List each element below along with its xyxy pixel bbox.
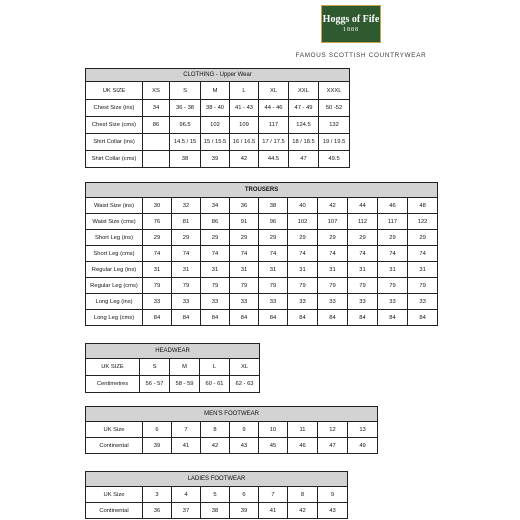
cell: Chest Size (ins) <box>86 100 143 117</box>
cell: 84 <box>259 310 288 326</box>
cell: XXL <box>289 82 319 100</box>
headwear-title: HEADWEAR <box>86 344 260 359</box>
cell: 32 <box>172 198 201 214</box>
cell: 79 <box>348 278 378 294</box>
cell: XS <box>143 82 170 100</box>
cell: 33 <box>288 294 318 310</box>
cell: 43 <box>230 438 259 454</box>
cell: Chest Size (cms) <box>86 117 143 134</box>
cell: 41 <box>259 503 288 519</box>
cell: 79 <box>172 278 201 294</box>
cell: 33 <box>172 294 201 310</box>
cell: 29 <box>348 230 378 246</box>
cell: 33 <box>378 294 408 310</box>
cell: 31 <box>201 262 230 278</box>
cell: 122 <box>408 214 438 230</box>
cell: 30 <box>143 198 172 214</box>
cell: 74 <box>318 246 348 262</box>
cell: UK SIZE <box>86 359 140 376</box>
cell: S <box>140 359 170 376</box>
brand-logo <box>321 5 381 43</box>
cell: 74 <box>201 246 230 262</box>
cell: 117 <box>259 117 289 134</box>
trousers-table <box>85 182 438 326</box>
cell: 39 <box>143 438 172 454</box>
cell: 37 <box>172 503 201 519</box>
cell: 31 <box>348 262 378 278</box>
cell: 33 <box>348 294 378 310</box>
cell: 74 <box>348 246 378 262</box>
cell: 11 <box>288 422 318 438</box>
cell <box>143 151 170 168</box>
cell: 49.5 <box>319 151 350 168</box>
cell: 29 <box>378 230 408 246</box>
cell: 91 <box>230 214 259 230</box>
brand-tagline: FAMOUS SCOTTISH COUNTRYWEAR <box>295 52 427 59</box>
cell: 60 - 61 <box>200 376 230 393</box>
cell: 96 <box>259 214 288 230</box>
cell <box>143 134 170 151</box>
cell: 49 <box>348 438 378 454</box>
cell: 29 <box>408 230 438 246</box>
cell: 84 <box>230 310 259 326</box>
cell: 44.5 <box>259 151 289 168</box>
cell: 86 <box>201 214 230 230</box>
cell: 109 <box>230 117 259 134</box>
cell: 34 <box>143 100 170 117</box>
cell: 31 <box>172 262 201 278</box>
cell: 6 <box>230 487 259 503</box>
cell: 29 <box>230 230 259 246</box>
cell: 14.5 / 15 <box>170 134 201 151</box>
cell: 76 <box>143 214 172 230</box>
cell: 84 <box>348 310 378 326</box>
cell: 117 <box>378 214 408 230</box>
cell: 96.5 <box>170 117 201 134</box>
cell: 9 <box>230 422 259 438</box>
cell: 31 <box>143 262 172 278</box>
cell: 45 <box>259 438 288 454</box>
cell: 38 <box>170 151 201 168</box>
cell: 42 <box>201 438 230 454</box>
cell: 5 <box>201 487 230 503</box>
cell: 74 <box>408 246 438 262</box>
cell: 9 <box>318 487 348 503</box>
cell: 10 <box>259 422 288 438</box>
upper-wear-table <box>85 68 350 168</box>
cell: 79 <box>259 278 288 294</box>
cell: 79 <box>378 278 408 294</box>
headwear-table <box>85 343 260 393</box>
cell: 4 <box>172 487 201 503</box>
cell: 12 <box>318 422 348 438</box>
cell: 79 <box>288 278 318 294</box>
cell: L <box>230 82 259 100</box>
cell: 33 <box>408 294 438 310</box>
cell: 74 <box>172 246 201 262</box>
cell: Centimetres <box>86 376 140 393</box>
cell: 34 <box>201 198 230 214</box>
cell: 74 <box>259 246 288 262</box>
cell: 6 <box>143 422 172 438</box>
cell: 107 <box>318 214 348 230</box>
cell: 84 <box>143 310 172 326</box>
cell: 40 <box>288 198 318 214</box>
cell: 74 <box>378 246 408 262</box>
cell: 38 <box>259 198 288 214</box>
cell: 46 <box>378 198 408 214</box>
cell: 47 - 49 <box>289 100 319 117</box>
cell: 38 - 40 <box>201 100 230 117</box>
cell: 43 <box>318 503 348 519</box>
cell: XL <box>230 359 260 376</box>
cell: 79 <box>230 278 259 294</box>
cell: 48 <box>408 198 438 214</box>
cell: 29 <box>288 230 318 246</box>
cell: 31 <box>259 262 288 278</box>
cell: UK Size <box>86 487 143 503</box>
cell: Continental <box>86 503 143 519</box>
mens-footwear-table <box>85 406 378 454</box>
cell: 36 <box>230 198 259 214</box>
cell: 74 <box>230 246 259 262</box>
cell: XXXL <box>319 82 350 100</box>
cell: 17 / 17.5 <box>259 134 289 151</box>
ladies-footwear-title: LADIES FOOTWEAR <box>86 472 348 487</box>
cell: 29 <box>201 230 230 246</box>
cell: 18 / 18.5 <box>289 134 319 151</box>
cell: Shirt Collar (ins) <box>86 134 143 151</box>
cell: Short Leg (cms) <box>86 246 143 262</box>
cell: 8 <box>288 487 318 503</box>
cell: Waist Size (cms) <box>86 214 143 230</box>
cell: Long Leg (ins) <box>86 294 143 310</box>
cell: 56 - 57 <box>140 376 170 393</box>
cell: 36 <box>143 503 172 519</box>
cell: 79 <box>201 278 230 294</box>
cell: 38 <box>201 503 230 519</box>
cell: 112 <box>348 214 378 230</box>
cell: Continental <box>86 438 143 454</box>
cell: 3 <box>143 487 172 503</box>
cell: 31 <box>230 262 259 278</box>
cell: 33 <box>318 294 348 310</box>
trousers-title: TROUSERS <box>86 183 438 198</box>
cell: 42 <box>230 151 259 168</box>
cell: 74 <box>143 246 172 262</box>
cell: 42 <box>288 503 318 519</box>
cell: 84 <box>408 310 438 326</box>
cell: 41 - 43 <box>230 100 259 117</box>
brand-year: 1888 <box>343 27 359 33</box>
cell: 41 <box>172 438 201 454</box>
cell: 74 <box>288 246 318 262</box>
cell: 62 - 63 <box>230 376 260 393</box>
ladies-footwear-table <box>85 471 348 519</box>
cell: XL <box>259 82 289 100</box>
cell: 13 <box>348 422 378 438</box>
cell: Long Leg (cms) <box>86 310 143 326</box>
cell: 8 <box>201 422 230 438</box>
cell: 132 <box>319 117 350 134</box>
cell: 102 <box>201 117 230 134</box>
cell: 42 <box>318 198 348 214</box>
cell: Regular Leg (cms) <box>86 278 143 294</box>
cell: M <box>201 82 230 100</box>
cell: 39 <box>201 151 230 168</box>
cell: 39 <box>230 503 259 519</box>
cell: 31 <box>288 262 318 278</box>
cell: 29 <box>259 230 288 246</box>
upper-wear-title: CLOTHING - Upper Wear <box>86 69 350 82</box>
cell: Regular Leg (ins) <box>86 262 143 278</box>
cell: 36 - 38 <box>170 100 201 117</box>
cell: UK Size <box>86 422 143 438</box>
cell: 7 <box>172 422 201 438</box>
cell: 84 <box>172 310 201 326</box>
cell: 31 <box>378 262 408 278</box>
cell: 19 / 19.5 <box>319 134 350 151</box>
cell: 50 -52 <box>319 100 350 117</box>
cell: 15 / 15.5 <box>201 134 230 151</box>
cell: 7 <box>259 487 288 503</box>
cell: 29 <box>172 230 201 246</box>
cell: 44 <box>348 198 378 214</box>
cell: 86 <box>143 117 170 134</box>
cell: 124.5 <box>289 117 319 134</box>
cell: 81 <box>172 214 201 230</box>
cell: 58 - 59 <box>170 376 200 393</box>
cell: 79 <box>143 278 172 294</box>
cell: Short Leg (ins) <box>86 230 143 246</box>
cell: S <box>170 82 201 100</box>
brand-name: Hoggs of Fife <box>322 14 380 25</box>
mens-footwear-title: MEN'S FOOTWEAR <box>86 407 378 422</box>
cell: 29 <box>318 230 348 246</box>
cell: 84 <box>201 310 230 326</box>
cell: 31 <box>408 262 438 278</box>
cell: L <box>200 359 230 376</box>
cell: 44 - 46 <box>259 100 289 117</box>
cell: 29 <box>143 230 172 246</box>
cell: 102 <box>288 214 318 230</box>
cell: 79 <box>318 278 348 294</box>
cell: Waist Size (ins) <box>86 198 143 214</box>
cell: M <box>170 359 200 376</box>
cell: Shirt Collar (cms) <box>86 151 143 168</box>
cell: 84 <box>378 310 408 326</box>
cell: 47 <box>318 438 348 454</box>
cell: 16 / 16.5 <box>230 134 259 151</box>
cell: 33 <box>230 294 259 310</box>
cell: 33 <box>201 294 230 310</box>
cell: 84 <box>288 310 318 326</box>
cell: 46 <box>288 438 318 454</box>
cell: 47 <box>289 151 319 168</box>
cell: 33 <box>259 294 288 310</box>
cell: 31 <box>318 262 348 278</box>
cell: UK SIZE <box>86 82 143 100</box>
cell: 79 <box>408 278 438 294</box>
cell: 84 <box>318 310 348 326</box>
cell: 33 <box>143 294 172 310</box>
